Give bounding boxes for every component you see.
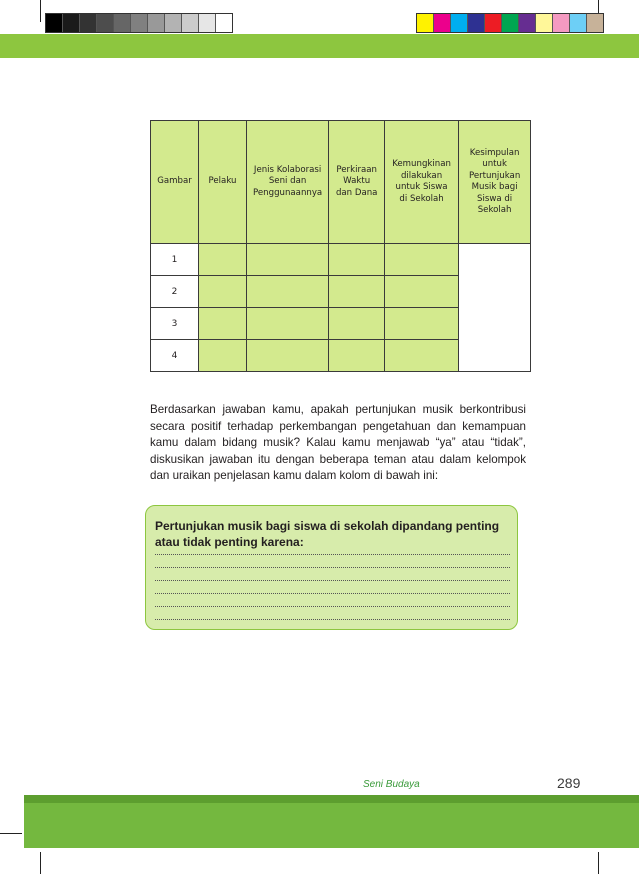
calibration-swatch	[181, 14, 198, 32]
crop-mark	[0, 833, 22, 834]
header-pelaku: Pelaku	[199, 121, 247, 244]
header-kesimpulan: Kesimpulan untuk Pertunjukan Musik bagi Siswa di Sekolah	[458, 121, 530, 244]
answer-line[interactable]	[155, 567, 510, 568]
table-cell	[247, 276, 329, 308]
header-jenis-kolaborasi: Jenis Kolaborasi Seni dan Penggunaannya	[247, 121, 329, 244]
row-number: 3	[151, 308, 199, 340]
table-cell	[329, 340, 385, 372]
calibration-swatch	[417, 14, 433, 32]
header-perkiraan: Perkiraan Waktu dan Dana	[329, 121, 385, 244]
calibration-swatch	[433, 14, 450, 32]
crop-mark	[40, 852, 41, 874]
color-calibration-bar	[416, 13, 604, 33]
calibration-swatch	[130, 14, 147, 32]
calibration-swatch	[586, 14, 603, 32]
calibration-swatch	[535, 14, 552, 32]
calibration-swatch	[147, 14, 164, 32]
crop-mark	[598, 852, 599, 874]
calibration-swatch	[46, 14, 62, 32]
table-cell	[199, 308, 247, 340]
conclusion-cell	[458, 244, 530, 372]
table-header-row	[151, 121, 531, 244]
answer-line[interactable]	[155, 593, 510, 594]
top-green-band	[0, 34, 639, 58]
header-gambar: Gambar	[151, 121, 199, 244]
page-number: 289	[557, 775, 581, 791]
calibration-swatch	[79, 14, 96, 32]
answer-line[interactable]	[155, 606, 510, 607]
calibration-swatch	[198, 14, 215, 32]
crop-mark	[40, 0, 41, 22]
row-number: 4	[151, 340, 199, 372]
answer-box	[145, 505, 518, 630]
calibration-swatch	[164, 14, 181, 32]
bottom-green-band	[24, 795, 639, 848]
calibration-swatch	[215, 14, 232, 32]
grayscale-calibration-bar	[45, 13, 233, 33]
table-cell	[199, 276, 247, 308]
table-cell	[199, 340, 247, 372]
calibration-swatch	[518, 14, 535, 32]
answer-line[interactable]	[155, 554, 510, 555]
table-row	[151, 244, 531, 276]
calibration-swatch	[113, 14, 130, 32]
book-title: Seni Budaya	[363, 779, 420, 790]
row-number: 2	[151, 276, 199, 308]
instruction-paragraph: Berdasarkan jawaban kamu, apakah pertunjukan musik berkontribusi secara positif terhadap perkembangan pengetahuan dan kemampuan kamu dalam bidang musik? Kalau kamu menjawab “ya” atau “tidak”, diskusikan jawaban itu dengan beberapa teman atau dalam kelompok dan uraikan penjelasan kamu dalam kolom di bawah ini:	[150, 403, 526, 483]
calibration-swatch	[96, 14, 113, 32]
table-cell	[247, 308, 329, 340]
table-cell	[385, 340, 459, 372]
table-cell	[247, 244, 329, 276]
table-cell	[385, 244, 459, 276]
table-cell	[199, 244, 247, 276]
header-kemungkinan: Kemungkinan dilakukan untuk Siswa di Sekolah	[385, 121, 459, 244]
activity-table	[150, 120, 531, 372]
answer-box-title: Pertunjukan musik bagi siswa di sekolah dipandang penting atau tidak penting karena:	[155, 519, 500, 549]
calibration-swatch	[552, 14, 569, 32]
answer-line[interactable]	[155, 580, 510, 581]
table-cell	[329, 244, 385, 276]
calibration-swatch	[62, 14, 79, 32]
calibration-swatch	[467, 14, 484, 32]
row-number: 1	[151, 244, 199, 276]
calibration-swatch	[450, 14, 467, 32]
answer-line[interactable]	[155, 619, 510, 620]
table-cell	[385, 276, 459, 308]
table-cell	[329, 308, 385, 340]
calibration-swatch	[484, 14, 501, 32]
calibration-swatch	[569, 14, 586, 32]
calibration-swatch	[501, 14, 518, 32]
table-cell	[329, 276, 385, 308]
table-cell	[247, 340, 329, 372]
table-cell	[385, 308, 459, 340]
